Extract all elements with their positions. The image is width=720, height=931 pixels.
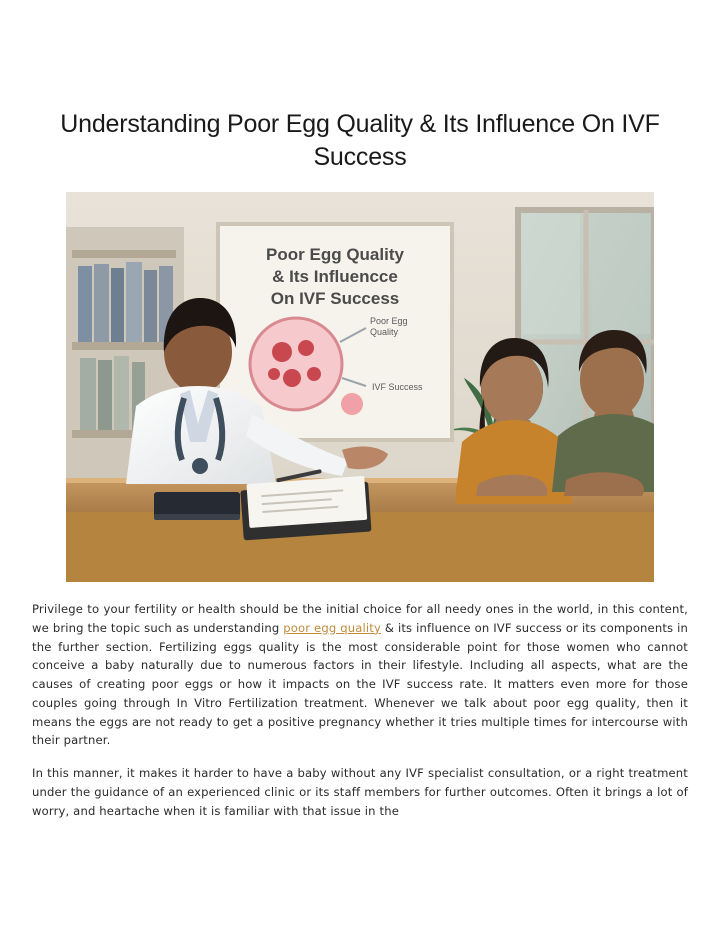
paragraph-1-segment-3: & its influence on IVF success or its components in the further section. Fertilizing eggs quality is the most considerable point for those women who cannot conceive a baby naturally due to numerous factors in their lifestyle. Including all aspects, what are the causes of creating poor eggs or how it impacts on the IVF success rate. It matters even more for those couples going through In Vitro Fertilization treatment. Whenever we talk about poor egg quality, then it means the eggs are not ready to get a positive pregnancy whether it tries multiple times for intercourse with their partner. bbox=[32, 620, 688, 748]
paragraph-2 bbox=[32, 764, 688, 820]
svg-text:& Its Influencce: & Its Influencce bbox=[272, 267, 398, 286]
poor-egg-quality-link[interactable]: poor egg quality bbox=[283, 620, 381, 635]
svg-text:IVF Success: IVF Success bbox=[372, 382, 423, 392]
svg-text:Quality: Quality bbox=[370, 327, 399, 337]
svg-text:Poor Egg: Poor Egg bbox=[370, 316, 408, 326]
article-illustration bbox=[66, 192, 654, 582]
consultation-scene-svg bbox=[66, 192, 654, 582]
svg-text:Poor Egg Quality: Poor Egg Quality bbox=[266, 245, 404, 264]
paragraph-2-segment-1: In this manner, it makes it harder to have a baby without any IVF specialist consultation, or a right treatment under the guidance of an experienced clinic or its staff members for further outcomes. Often it brings a lot of worry, and heartache when it is familiar with that issue in the bbox=[32, 766, 688, 818]
clipboard bbox=[240, 476, 371, 541]
paragraph-1 bbox=[32, 600, 688, 750]
document-content bbox=[32, 108, 688, 821]
svg-text:On IVF Success: On IVF Success bbox=[270, 289, 400, 308]
paragraph-1-segment-1: Privilege to your fertility or health should be the initial choice for all needy ones in the world, in this content, we bring the topic such as understanding bbox=[32, 602, 688, 635]
page-title: Understanding Poor Egg Quality & Its Influence On IVF Success bbox=[60, 110, 660, 171]
